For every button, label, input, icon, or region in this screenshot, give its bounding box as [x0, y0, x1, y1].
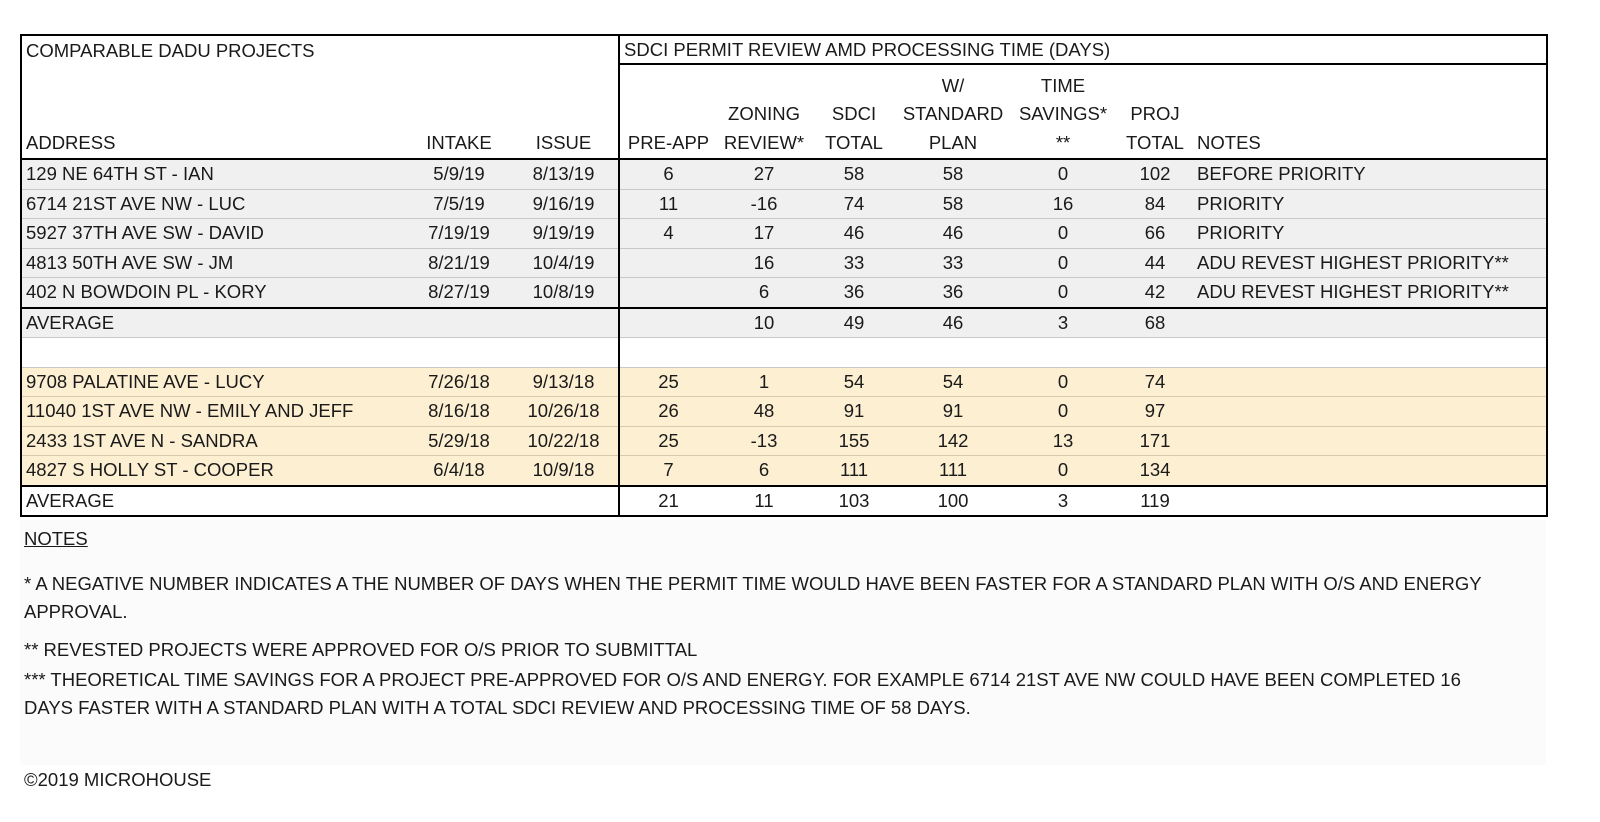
cell-time-savings: 0 [1009, 248, 1117, 278]
cell-sdci-total: 155 [811, 426, 897, 456]
avg-time-savings: 3 [1009, 308, 1117, 338]
cell-intake: 8/27/19 [409, 278, 509, 308]
cell-issue: 9/16/19 [509, 189, 619, 219]
cell-standard-plan: 111 [897, 456, 1009, 486]
cell-address: 4813 50TH AVE SW - JM [21, 248, 409, 278]
cell-notes [1193, 397, 1547, 427]
col-header-intake: INTAKE [409, 64, 509, 159]
avg-notes [1193, 486, 1547, 517]
cell-notes [1193, 456, 1547, 486]
cell-address: 5927 37TH AVE SW - DAVID [21, 219, 409, 249]
col-header-standard-plan [897, 64, 1009, 159]
cell-notes: PRIORITY [1193, 189, 1547, 219]
cell-zoning: 27 [717, 159, 811, 189]
cell-time-savings: 0 [1009, 456, 1117, 486]
cell-time-savings: 16 [1009, 189, 1117, 219]
cell-proj-total: 44 [1117, 248, 1193, 278]
cell-time-savings: 0 [1009, 397, 1117, 427]
cell-intake: 5/9/19 [409, 159, 509, 189]
avg-proj-total: 119 [1117, 486, 1193, 517]
cell-issue: 10/4/19 [509, 248, 619, 278]
cell-standard-plan: 58 [897, 159, 1009, 189]
cell-proj-total: 171 [1117, 426, 1193, 456]
cell-time-savings: 13 [1009, 426, 1117, 456]
cell-standard-plan: 54 [897, 367, 1009, 397]
avg-standard-plan: 46 [897, 308, 1009, 338]
cell-address: 402 N BOWDOIN PL - KORY [21, 278, 409, 308]
col-header-sdci-line2: TOTAL [825, 131, 883, 153]
average-label: AVERAGE [21, 308, 619, 338]
cell-preapp [619, 278, 717, 308]
cell-proj-total: 84 [1117, 189, 1193, 219]
avg-zoning: 10 [717, 308, 811, 338]
cell-issue: 9/19/19 [509, 219, 619, 249]
col-header-savings-line2: SAVINGS* [1018, 103, 1108, 124]
cell-intake: 7/5/19 [409, 189, 509, 219]
cell-proj-total: 66 [1117, 219, 1193, 249]
cell-issue: 9/13/18 [509, 367, 619, 397]
cell-notes: ADU REVEST HIGHEST PRIORITY** [1193, 248, 1547, 278]
cell-proj-total: 42 [1117, 278, 1193, 308]
table-row [21, 426, 1547, 456]
cell-zoning: 6 [717, 278, 811, 308]
spacer-row [21, 338, 1547, 368]
cell-preapp: 25 [619, 426, 717, 456]
cell-standard-plan: 91 [897, 397, 1009, 427]
avg-zoning: 11 [717, 486, 811, 517]
avg-standard-plan: 100 [897, 486, 1009, 517]
cell-preapp: 4 [619, 219, 717, 249]
cell-zoning: -16 [717, 189, 811, 219]
cell-zoning: 48 [717, 397, 811, 427]
cell-standard-plan: 46 [897, 219, 1009, 249]
cell-notes: PRIORITY [1193, 219, 1547, 249]
cell-intake: 7/19/19 [409, 219, 509, 249]
table-row [21, 278, 1547, 308]
cell-preapp: 7 [619, 456, 717, 486]
cell-proj-total: 102 [1117, 159, 1193, 189]
table-row [21, 367, 1547, 397]
cell-intake: 8/21/19 [409, 248, 509, 278]
note-3: *** THEORETICAL TIME SAVINGS FOR A PROJECT PRE-APPROVED FOR O/S AND ENERGY. FOR EXAMPLE 6714 21ST AVE NW COULD HAVE BEEN COMPLETED 16 DAYS FASTER WITH A STANDARD PLAN WITH A TOTAL SDCI REVIEW AND PROCESSING TIME OF 58 DAYS. [24, 669, 1461, 718]
col-header-sdci-line1: SDCI [831, 103, 877, 124]
col-header-issue: ISSUE [509, 64, 619, 159]
cell-preapp: 6 [619, 159, 717, 189]
header-row-columns [21, 64, 1547, 159]
cell-notes: BEFORE PRIORITY [1193, 159, 1547, 189]
cell-notes [1193, 426, 1547, 456]
avg-notes [1193, 308, 1547, 338]
cell-intake: 7/26/18 [409, 367, 509, 397]
cell-sdci-total: 46 [811, 219, 897, 249]
col-header-proj-line2: TOTAL [1126, 131, 1184, 153]
table-row [21, 397, 1547, 427]
table-row [21, 189, 1547, 219]
cell-address: 6714 21ST AVE NW - LUC [21, 189, 409, 219]
cell-preapp: 26 [619, 397, 717, 427]
col-header-std-line1: W/ [941, 74, 965, 96]
col-header-zoning-line1: ZONING [728, 103, 800, 124]
avg-preapp: 21 [619, 486, 717, 517]
average-row [21, 308, 1547, 338]
cell-zoning: 1 [717, 367, 811, 397]
cell-issue: 8/13/19 [509, 159, 619, 189]
cell-issue: 10/9/18 [509, 456, 619, 486]
col-header-time-savings [1009, 64, 1117, 159]
cell-sdci-total: 36 [811, 278, 897, 308]
col-header-std-line2: STANDARD [902, 103, 1004, 124]
table-row [21, 248, 1547, 278]
avg-proj-total: 68 [1117, 308, 1193, 338]
cell-issue: 10/22/18 [509, 426, 619, 456]
col-header-proj-total [1117, 64, 1193, 159]
col-header-zoning [717, 64, 811, 159]
col-header-zoning-line2: REVIEW* [723, 131, 805, 153]
cell-issue: 10/26/18 [509, 397, 619, 427]
table-row [21, 219, 1547, 249]
cell-proj-total: 97 [1117, 397, 1193, 427]
cell-address: 129 NE 64TH ST - IAN [21, 159, 409, 189]
cell-address: 11040 1ST AVE NW - EMILY AND JEFF [21, 397, 409, 427]
col-header-address: ADDRESS [21, 64, 409, 159]
cell-sdci-total: 33 [811, 248, 897, 278]
note-1: * A NEGATIVE NUMBER INDICATES A THE NUMBER OF DAYS WHEN THE PERMIT TIME WOULD HAVE BEEN FASTER FOR A STANDARD PLAN WITH O/S AND ENERGY APPROVAL. [24, 573, 1482, 622]
cell-zoning: 16 [717, 248, 811, 278]
table-row [21, 159, 1547, 189]
cell-standard-plan: 36 [897, 278, 1009, 308]
cell-proj-total: 134 [1117, 456, 1193, 486]
cell-issue: 10/8/19 [509, 278, 619, 308]
cell-sdci-total: 91 [811, 397, 897, 427]
cell-standard-plan: 58 [897, 189, 1009, 219]
header-row-group [21, 35, 1547, 64]
cell-intake: 6/4/18 [409, 456, 509, 486]
right-group-title: SDCI PERMIT REVIEW AMD PROCESSING TIME (DAYS) [619, 35, 1547, 64]
col-header-proj-line1: PROJ [1130, 103, 1180, 124]
col-header-preapp: PRE-APP [619, 64, 717, 159]
avg-time-savings: 3 [1009, 486, 1117, 517]
cell-preapp [619, 248, 717, 278]
avg-sdci-total: 49 [811, 308, 897, 338]
cell-time-savings: 0 [1009, 219, 1117, 249]
cell-time-savings: 0 [1009, 367, 1117, 397]
left-group-title: COMPARABLE DADU PROJECTS [26, 39, 315, 61]
cell-address: 4827 S HOLLY ST - COOPER [21, 456, 409, 486]
cell-address: 2433 1ST AVE N - SANDRA [21, 426, 409, 456]
copyright-footer: ©2019 MICROHOUSE [24, 769, 212, 790]
cell-preapp: 25 [619, 367, 717, 397]
average-row [21, 486, 1547, 517]
avg-sdci-total: 103 [811, 486, 897, 517]
table-row [21, 456, 1547, 486]
average-label: AVERAGE [21, 486, 619, 517]
cell-time-savings: 0 [1009, 159, 1117, 189]
cell-sdci-total: 74 [811, 189, 897, 219]
notes-section [20, 520, 1546, 765]
cell-zoning: -13 [717, 426, 811, 456]
cell-standard-plan: 33 [897, 248, 1009, 278]
cell-intake: 8/16/18 [409, 397, 509, 427]
col-header-notes: NOTES [1193, 64, 1547, 159]
cell-notes [1193, 367, 1547, 397]
cell-proj-total: 74 [1117, 367, 1193, 397]
avg-preapp [619, 308, 717, 338]
col-header-sdci-total [811, 64, 897, 159]
cell-intake: 5/29/18 [409, 426, 509, 456]
col-header-savings-line1: TIME [1040, 74, 1086, 96]
notes-title: NOTES [24, 528, 88, 549]
cell-sdci-total: 54 [811, 367, 897, 397]
cell-address: 9708 PALATINE AVE - LUCY [21, 367, 409, 397]
cell-zoning: 6 [717, 456, 811, 486]
cell-standard-plan: 142 [897, 426, 1009, 456]
permit-time-table [20, 34, 1548, 517]
cell-time-savings: 0 [1009, 278, 1117, 308]
cell-sdci-total: 111 [811, 456, 897, 486]
cell-sdci-total: 58 [811, 159, 897, 189]
cell-notes: ADU REVEST HIGHEST PRIORITY** [1193, 278, 1547, 308]
note-2: ** REVESTED PROJECTS WERE APPROVED FOR O/S PRIOR TO SUBMITTAL [24, 639, 698, 660]
col-header-std-line3: PLAN [928, 131, 978, 153]
col-header-savings-line3: ** [1055, 131, 1071, 153]
cell-zoning: 17 [717, 219, 811, 249]
cell-preapp: 11 [619, 189, 717, 219]
